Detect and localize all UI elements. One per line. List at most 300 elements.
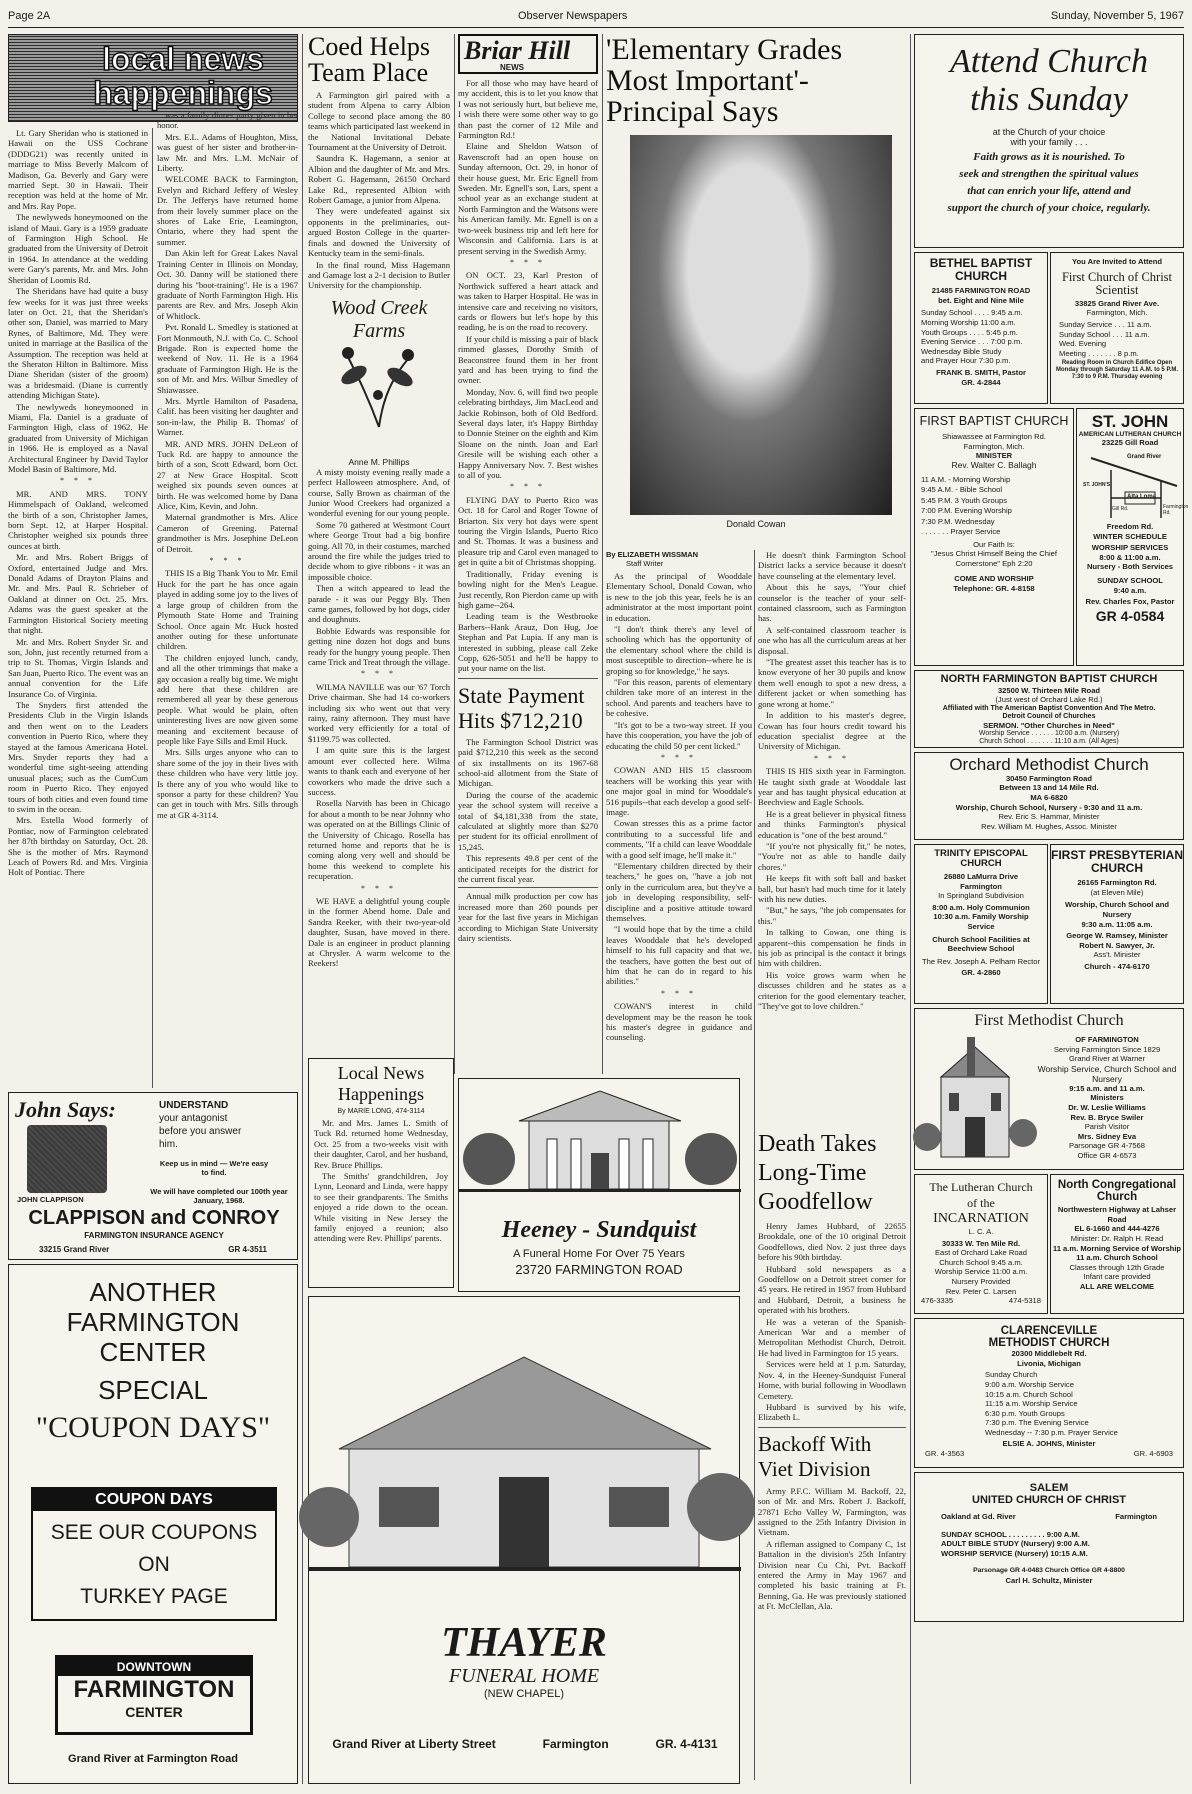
schedule-line: 9:45 A.M. - Bible School	[921, 485, 1003, 494]
schedule-title: WINTER SCHEDULE	[1093, 531, 1167, 541]
paragraph: Dan Akin left for Great Lakes Naval Training Center in Illinois on Monday, Oct. 30. Danny will be stationed there during his "boot-training". He is a 1967 graduate of North Farmington High. His parents are Rev. and Mrs. Joseph Akin of Whitlock.	[157, 248, 298, 321]
schedule-line: Meeting . . . . . . . 8 p.m.	[1059, 348, 1139, 358]
local-news-byline: By MARIE LONG, 474-3114	[337, 1108, 425, 1115]
schedule-line: ADULT BIBLE STUDY (Nursery) 9:00 A.M.	[941, 1539, 1090, 1549]
paragraph: The Snyders first attended the Presidents Club in the Virgin Islands and then went on to the Leaders convention in Puerto Rico, where they stayed at the famous Americana Hotel. Mrs. Snyder reports they had a wonderful time sight-seeing attending unusual places; such as the CumCum room in Puerto Rico. They enjoyed tours of both cities and even found time to swim in the ocean.	[8, 699, 148, 814]
schedule-line: Infant care provided	[1083, 1272, 1151, 1282]
tagline: Keep us in mind — We're easy to find.	[159, 1159, 269, 1177]
church-address: In Springland Subdivision	[938, 891, 1024, 901]
church-subtitle: AMERICAN LUTHERAN CHURCH	[1078, 430, 1182, 438]
schedule-line: 9:40 a.m.	[1113, 585, 1147, 595]
phone: Telephone: GR. 4-8158	[953, 583, 1035, 593]
church-address: Northwestern Highway at Lahser Road	[1057, 1205, 1177, 1224]
page-number: Page 2A	[8, 10, 51, 22]
paragraph: THIS IS a Big Thank You to Mr. Emil Huck for the part he has once again played in adding some joy to the lives of a large group of children from the Plymouth State Home and Training School. Once again Mr. Huck hosted another outing for these unfortunate children.	[157, 568, 298, 652]
agency-address: 33215 Grand River	[39, 1245, 110, 1254]
separator: * * *	[361, 669, 397, 679]
paragraph: Pvt. Ronald L. Smedley is stationed at Fort Monmouth, N.J. with Co. C. School Brigade. Ron is expected home the weekend of Nov. 11. He is a 1964 graduate of Farmington High. He is the son of Mr. and Mrs. Wilbur Smedley of Shiawassee.	[157, 322, 298, 395]
church-address: Farmington	[1115, 1512, 1157, 1522]
portrait-photo	[27, 1125, 107, 1193]
coupon-line: TURKEY PAGE	[80, 1585, 228, 1608]
schedule-line: and Prayer Hour 7:30 p.m.	[921, 356, 1011, 366]
death-headline: Death Takes Long-Time Goodfellow	[758, 1131, 877, 1215]
minister: Mrs. Sidney Eva	[1077, 1131, 1137, 1141]
paragraph: In addition to his master's degree, Cowan has four hours credit toward his education specialist degree at the University of Michigan.	[758, 710, 906, 752]
coupon-line: FARMINGTON	[66, 1307, 240, 1337]
coupon-line: ANOTHER	[89, 1277, 217, 1307]
church-subtitle: OF FARMINGTON	[1075, 1035, 1139, 1044]
schedule-line: 7:00 P.M. Evening Worship	[921, 506, 1012, 515]
coupon-line: CENTER	[99, 1337, 207, 1367]
heeney-address: 23720 FARMINGTON ROAD	[515, 1262, 683, 1277]
paragraph: He is a great believer in physical fitness and thinks Farmington's physical education is "one of the best around."	[758, 808, 906, 840]
map-label: Freedom Rd.	[1106, 521, 1154, 531]
church-name: CLARENCEVILLE METHODIST CHURCH	[988, 1325, 1110, 1350]
faith-quote: "Jesus Christ Himself Being the Chief Cornerstone" Eph 2:20	[931, 549, 1057, 568]
church-address: Farmington, Mich.	[963, 441, 1025, 451]
map-label: ST. JOHN'S	[1083, 481, 1111, 488]
schedule-line: Sunday Church	[985, 1370, 1038, 1380]
church-address: 32500 W. Thirteen Mile Road	[997, 685, 1101, 695]
christ-scientist-ad	[1050, 252, 1184, 404]
agency-phone: GR 4-3511	[228, 1245, 267, 1254]
church-name: North Congregational Church	[1057, 1179, 1177, 1204]
paragraph: COWAN AND HIS 15 classroom teachers will be working this year with one major goal in mind for Wooddale's 516 pupils--that each develop a good self-image.	[606, 765, 752, 817]
briar-hill-sub: NEWS	[500, 63, 524, 72]
paragraph: A rifleman assigned to Company C, 1st Battalion in the division's 25th Infantry Division near Cu Chi, Pvt. Backoff entered the Army in May 1967 and completed his basic training at Ft. Benning, Ga. He was previously stationed at Ft. McClellan, Ala.	[758, 1538, 906, 1612]
attend-text: support the church of your choice, regularly.	[947, 202, 1151, 214]
north-congregational-ad	[1050, 1174, 1184, 1314]
phone: GR. 4-6903	[1133, 1449, 1173, 1459]
separator: * * *	[510, 482, 546, 492]
church-name: ST. JOHN	[1091, 412, 1169, 431]
local-news-column-1	[8, 128, 148, 1088]
schedule-line: 5:45 P.M. 3 Youth Groups	[921, 495, 1007, 505]
coupon-banner: COUPON DAYS	[33, 1489, 275, 1511]
phone: GR. 4-2844	[961, 377, 1001, 387]
paragraph: Cowan stresses this as a prime factor contributing to a successful life and comments, "If a child can leave Wooddale with a good self image, he'll make it."	[606, 818, 752, 860]
phone: Parsonage GR 4-7568	[1069, 1141, 1145, 1151]
st-john-lutheran-ad	[1076, 408, 1189, 666]
phone: GR. 4-2860	[961, 968, 1001, 978]
church-address: 23225 Gill Road	[1101, 438, 1159, 448]
thayer-phone: GR. 4-4131	[655, 1737, 718, 1751]
schedule-line: 11:15 a.m. Worship Service	[985, 1399, 1078, 1409]
paragraph: A misty moisty evening really made a perfect Halloween atmosphere. And, of course, Sally Brown as chairman of the Junior Wood Creekers had organized a wonderful evening for our young people.	[308, 466, 450, 519]
church-address: Between 13 and 14 Mile Rd.	[999, 783, 1099, 793]
paragraph: Hubbard sold newspapers as a Goodfellow on a Detroit street corner for 45 years. He retired in 1957 from Hubbard and Hubbard, Detroit, a business he operated with his brothers.	[758, 1263, 906, 1316]
phone: EL 6-1660 and 444-4276	[1074, 1224, 1160, 1234]
schedule-line: 7:30 p.m. The Evening Service	[985, 1418, 1089, 1428]
paragraph: "I would hope that by the time a child leaves Wooddale that he's developed himself to his full capacity and that we, the teachers, have gotten the best out of him that he can do in regard to his abilities."	[606, 924, 752, 987]
paragraph: ON OCT. 23, Karl Preston of Northwick suffered a heart attack and was taken to Harper Hospital. He was in intensive care and receiving no visitors, cards or flowers but let's hope by this reading, he is on the road to recovery.	[458, 270, 598, 333]
minister: ELSIE A. JOHNS, Minister	[1002, 1439, 1096, 1449]
backoff-headline: Backoff With Viet Division	[758, 1431, 872, 1481]
paragraph: Some 70 gathered at Westmont Court where George Trout had a big bonfire going. All 70, in their costumes, marched around the fire while the judges tried to decide whom to give ribbons - it was an impossible choice.	[308, 519, 451, 582]
minister: Ass't. Minister	[1093, 950, 1141, 960]
schedule-line: Sunday School . . . . 9:45 a.m.	[921, 308, 1023, 318]
paragraph: Traditionally, Friday evening is bowling night for the Men's League. Just recently, Ron Pierdon came up with high game--264.	[458, 568, 598, 610]
faith-label: Our Faith Is:	[973, 539, 1015, 549]
minister: Robert N. Sawyer, Jr.	[1079, 940, 1155, 950]
paragraph: was a family dinner party given in her honor.	[157, 110, 298, 131]
thayer-name: THAYER	[441, 1620, 607, 1666]
paragraph: "But," he says, "the job compensates for this."	[758, 905, 906, 926]
schedule-line: Worship, Church School, Nursery - 9:30 and 11 a.m.	[955, 802, 1143, 812]
state-payment-headline: State Payment Hits $712,210	[458, 682, 585, 733]
map-label: Farmington Rd.	[1163, 503, 1189, 516]
church-address: 21485 FARMINGTON ROAD	[931, 286, 1031, 296]
church-name: INCARNATION	[933, 1211, 1029, 1226]
column-4	[458, 34, 598, 1074]
phone: GR. 4-3563	[925, 1449, 965, 1459]
salem-ucc-ad	[914, 1472, 1184, 1622]
location-map	[1081, 450, 1189, 520]
coupon-days-ad	[8, 1264, 298, 1784]
north-farmington-baptist-ad	[914, 670, 1184, 748]
paragraph: Services were held at 1 p.m. Saturday, Nov. 4, in the Heeney-Sundquist Funeral Home, with burial following in Woodlawn Cemetery.	[758, 1359, 906, 1401]
agent-name: JOHN CLAPPISON	[17, 1195, 84, 1204]
paragraph: Mr. and Mrs. James L. Smith of Tuck Rd. returned home Wednesday, Oct. 25 from a two-weeks visit with their daughter, Carol, and her husband, Rev. Bruce Phillips.	[314, 1118, 448, 1170]
paragraph: In talking to Cowan, one thing is apparent--this compensation he finds in his job as principal is the contact it brings him with children.	[758, 927, 906, 969]
schedule-line: Nursery - Both Services	[1086, 562, 1174, 572]
donald-cowan-photo	[630, 135, 892, 515]
minister: Minister: Dr. Ralph H. Read	[1070, 1233, 1164, 1243]
paragraph: He was a veteran of the Spanish-American War and a member of Metropolitan Methodist Church, Detroit. He had lived in Farmington for 15 years.	[758, 1316, 906, 1358]
schedule-line: Church School 9:45 a.m.	[939, 1257, 1023, 1267]
coupon-line: SPECIAL	[98, 1375, 208, 1405]
paragraph: Monday, Nov. 6, will find two people celebrating birthdays, Jim MacLeod and Jackie Robinson, both of Old Bedford. Several days later, it's Happy Birthday to Donnie Steiner on the eighth and Kim Sloane on the ninth. Joan and Earl Gresile will be wishing each other a Happy Anniversary Nov. 7. Best wishes to all of you.	[458, 386, 598, 481]
paragraph: "Elementary children directed by their teachers," he goes on, "have a job not only in the curriculum area, but they've a job in developing responsibility, self-discipline and a positive attitude toward themselves.	[606, 860, 752, 923]
paragraph: The children enjoyed lunch, candy, and all the other trimmings that make a gay occasion a really big time. We might add here that these children are remembered all year by these generous people. What would be plain, often uninteresting lives are now given some meaning and excitement because of people like Faye Sills and Emil Huck.	[157, 652, 298, 746]
paragraph: The newlyweds honeymooned on the island of Maui. Gary is a 1959 graduate of Farmington High School. He graduated from the University of Detroit in 1964. In attendance at the wedding were Gary's parents, Mr. and Mrs. John Sheridan of Loomis Rd.	[8, 212, 148, 285]
clappison-ad	[8, 1092, 298, 1260]
clarenceville-methodist-ad	[914, 1318, 1184, 1468]
schedule-line: Sunday Service . . . 11 a.m.	[1059, 320, 1152, 330]
schedule-line: SUNDAY SCHOOL	[1097, 575, 1163, 585]
paragraph: A Farmington girl paired with a student from Alpena to carry Albion College to second place among the 80 teams which participated last weekend in the National Invitational Debate Tournament at the University of Detroit.	[308, 90, 450, 153]
schedule-line: 7:30 P.M. Wednesday	[921, 516, 995, 526]
local-news-logo-text: local news happenings	[93, 41, 273, 111]
thayer-city: Farmington	[542, 1737, 609, 1751]
phone: Office GR 4-6573	[1077, 1150, 1137, 1160]
church-address: Farmington, Mich.	[1086, 308, 1148, 318]
map-label: Grand River	[1127, 453, 1162, 460]
church-name: BETHEL BAPTIST CHURCH	[929, 256, 1033, 283]
slogan-line: before you answer	[159, 1126, 242, 1137]
church-name: FIRST PRESBYTERIAN CHURCH	[1051, 848, 1184, 875]
paragraph: This represents 49.8 per cent of the anticipated receipts for the district for the current fiscal year.	[458, 853, 598, 885]
paragraph: THIS IS HIS sixth year in Farmington. He taught sixth grade at Wooddale last year and has taught physical education at Beechview and Eagle Schools.	[758, 766, 906, 808]
attend-text: that can enrich your life, attend and	[967, 185, 1131, 197]
schedule-line: 9:30 a.m. 11:05 a.m.	[1081, 919, 1153, 929]
separator: * * *	[661, 988, 697, 998]
schedule-line: . . . . . . . Prayer Service	[921, 527, 1001, 536]
church-address: 30450 Farmington Road	[1005, 773, 1093, 783]
heeney-tagline: A Funeral Home For Over 75 Years	[513, 1248, 685, 1260]
church-address: 26880 LaMurra Drive	[943, 871, 1019, 881]
briar-hill-title: Briar Hill	[464, 36, 571, 65]
sermon: SERMON. "Other Churches in Need"	[983, 720, 1115, 730]
paragraph: "I don't think there's any level of schooling which has the opportunity of the elementary school where the child is most susceptible to direction--where he is groping so for knowledge," he says.	[606, 624, 752, 676]
attend-text: with your family . . .	[1010, 137, 1088, 147]
church-address: (Just west of Orchard Lake Rd.)	[995, 695, 1103, 705]
church-name: UNITED CHURCH OF CHRIST	[972, 1493, 1126, 1506]
schedule-line: Evening Service . . . 7:00 p.m.	[921, 337, 1023, 347]
elementary-column-2	[758, 550, 906, 1110]
john-says-title: John Says:	[15, 1097, 116, 1122]
slogan-line: UNDERSTAND	[159, 1100, 229, 1111]
schedule-line: 9:15 a.m. and 11 a.m.	[1069, 1083, 1145, 1093]
thayer-address: Grand River at Liberty Street	[332, 1737, 496, 1751]
church-name: NORTH FARMINGTON BAPTIST CHURCH	[940, 673, 1158, 685]
coupon-line: SEE OUR COUPONS	[50, 1521, 258, 1544]
church-address: East of Orchard Lake Road	[934, 1248, 1028, 1258]
church-name: SALEM	[1029, 1482, 1069, 1494]
come-worship: COME AND WORSHIP	[954, 574, 1034, 584]
thayer-chapel: (NEW CHAPEL)	[483, 1688, 565, 1700]
phone: GR 4-0584	[1095, 607, 1165, 624]
logo-line: FARMINGTON	[73, 1676, 235, 1703]
attend-title-2: this Sunday	[970, 81, 1128, 118]
schedule-line: Wednesday Bible Study	[921, 346, 1002, 356]
schedule-line: Service	[967, 921, 995, 931]
paragraph: Then a witch appeared to lead the parade - it was our Peggy Bly. Then came games, followed by hot dogs, cider and doughnuts.	[308, 583, 450, 625]
church-name: First Church of Christ Scientist	[1061, 269, 1173, 297]
pastor: Carl H. Schultz, Minister	[1005, 1576, 1093, 1586]
logo-line: DOWNTOWN	[58, 1658, 250, 1676]
church-name: of the	[967, 1196, 995, 1210]
coupon-line: ON	[138, 1553, 170, 1576]
church-subtitle: L. C. A.	[968, 1227, 994, 1236]
schedule-line: 11 A.M. - Morning Worship	[921, 474, 1011, 484]
first-methodist-ad	[914, 1008, 1184, 1170]
slogan-line: your antagonist	[159, 1113, 228, 1124]
attend-text: Faith grows as it is nourished. To	[973, 151, 1125, 163]
paragraph: Lt. Gary Sheridan who is stationed in Hawaii on the USS Cochrane (DDDG21) was recently united in marriage to Miss Beverly Malcom of Madison, Ga. Beverly and Gary were married Sept. 30 in Hawaii. Their reception was held at the home of Mr. and Mrs. Ray Pope.	[8, 128, 148, 211]
bethel-baptist-ad	[914, 252, 1048, 404]
paragraph: Leading team is the Westbrooke Barbers--Hank Arauz, Don Hug, Joe Stephan and Pat Lupia. If any man is interested in subbing, please call Zeke Copp, 626-5051 and he'll be happy to put your name on the list.	[458, 611, 598, 674]
paragraph: The Smiths' grandchildren, Joy Lynn, Leonard and Linda, were happy to see their grandparents. The Smiths enjoyed a ride down to the ocean. While visiting in New Jersey the family enjoyed a reunion; also attending were Rev. Phillips' parents.	[314, 1171, 448, 1244]
separator: * * *	[60, 476, 96, 486]
agency-subtitle: FARMINGTON INSURANCE AGENCY	[84, 1231, 224, 1240]
schedule-line: 11 a.m. Morning Service of Worship	[1052, 1243, 1182, 1253]
paragraph: He doesn't think Farmington School District lacks a service because it doesn't have counseling at the elementary level.	[758, 550, 906, 581]
church-name: First Methodist Church	[974, 1012, 1124, 1029]
separator: * * *	[510, 257, 546, 267]
attend-text: at the Church of your choice	[992, 127, 1106, 137]
lutheran-incarnation-ad	[914, 1174, 1048, 1314]
paragraph: Army P.F.C. William M. Backoff, 22, son of Mr. and Mrs. Robert J. Backoff, 27871 Echo Valley W, Farmington, was assigned to the 25th Infantry Division in Vietnam.	[758, 1485, 906, 1538]
paragraph: The Farmington School District was paid $712,210 this week as the second of six installments on its 1967-68 school-aid allotment from the State of Michigan.	[458, 736, 598, 789]
paragraph: "It's got to be a two-way street. If you have this cooperation, you have the job of educating the child 50 per cent licked."	[606, 719, 752, 751]
separator: * * *	[361, 883, 397, 893]
church-address: Grand River at Warner	[1068, 1054, 1146, 1064]
schedule-line: 6:30 p.m. Youth Groups	[985, 1408, 1065, 1418]
facilities: Church School Facilities at Beechview School	[932, 934, 1030, 954]
paragraph: During the course of the academic year the school system will receive a total of $4,181,338 from the state, calculated at slightly more than $270 per student for its official enrollment of 15,245.	[458, 789, 598, 852]
separator: * * *	[209, 556, 246, 566]
thayer-sub: FUNERAL HOME	[448, 1665, 600, 1687]
paragraph: They were undefeated against six opponents in the preliminaries, out-argued Boston College in the quarter-finals and downed the University of Kentucky team in the semi-finals.	[308, 206, 450, 259]
separator: * * *	[814, 753, 850, 763]
first-presbyterian-ad	[1050, 844, 1184, 1004]
paragraph: Mrs. Estella Wood formerly of Pontiac, now of Farmington celebrated her 87th birthday on Saturday, Oct. 28. She is the mother of Mrs. Raymond Leach of Powers Rd. and Mrs. Virginia Holt of Pontiac. There	[8, 815, 148, 878]
schedule-line: Classes through 12th Grade	[1069, 1262, 1165, 1272]
phone: 476-3335	[921, 1296, 954, 1306]
local-news-headline: Local News Happenings	[337, 1063, 425, 1104]
wood-creek-title: Wood Creek Farms	[330, 296, 428, 342]
church-name: TRINITY EPISCOPAL CHURCH	[934, 848, 1028, 869]
paragraph: Elaine and Sheldon Watson of Ravenscroft had an open house on Sunday afternoon, Oct. 29, in honor of their house guest, Mr. Eric Egnell from Sweden. Mr. Egnell's son, Lars, spent a school year as an exchange student at North Farmington and the Watsons were his American family. Mr. Egnell is on a two-week business trip and left here for Wisconsin and California. Lars is at present serving in the Swedish Army.	[458, 141, 598, 256]
pastor: Rev. Charles Fox, Pastor	[1085, 597, 1175, 607]
invite: You Are Invited to Attend	[1072, 257, 1162, 266]
minister: Rev. William M. Hughes, Assoc. Minister	[981, 821, 1117, 831]
paragraph: WELCOME BACK to Farmington, Evelyn and Richard Jeffery of Wesley Dr. The Jefferys have returned home from their lovely summer place on the shores of Lake Erie, Leamington, Ontario, where they had spent the summer.	[157, 174, 298, 247]
church-address: Oakland at Gd. River	[941, 1512, 1016, 1522]
paragraph: As the principal of Wooddale Elementary School, Donald Cowan, who is new to the job this year, feels he is an administrator at the most important point in education.	[606, 571, 752, 623]
church-address: Farmington	[960, 881, 1002, 891]
issue-date: Sunday, November 5, 1967	[1050, 10, 1184, 22]
paragraph: "For this reason, parents of elementary children take more of an interest in the school. And parents and teachers have to be cohesive.	[606, 677, 752, 719]
church-address: 33825 Grand River Ave.	[1074, 298, 1160, 308]
ministers-label: Ministers	[1090, 1093, 1124, 1103]
schedule-line: Worship Service . . . . . . 10:00 a.m. (Nursery)	[978, 730, 1120, 738]
phone: Church - 474-6170	[1084, 961, 1150, 971]
schedule-line: WORSHIP SERVICE (Nursery) 10:15 A.M.	[941, 1548, 1088, 1558]
paragraph: WILMA NAVILLE was our '67 Torch Drive chairman. She had 14 co-workers including six who went out that very rainy, rainy afternoon. They must have worked very efficiently for a total of $1199.75 was collected.	[308, 681, 450, 744]
briar-hill-logo	[458, 34, 598, 74]
map-label: Alta Loma	[1127, 493, 1157, 500]
pastor: FRANK B. SMITH, Pastor	[936, 367, 1026, 377]
paragraph: Mrs. E.L. Adams of Houghton, Miss, was guest of her sister and brother-in-law Mr. and Mrs. L.M. McNair of Liberty.	[157, 131, 298, 174]
paragraph: WE HAVE a delightful young couple in the former Abend home. Dale and Sandra Reeker, with their two-year-old daughter, Susan, have moved in there. Dale is an engineer in product planning at Chrysler. A warm welcome to the Reekers!	[308, 895, 450, 969]
reading-room: Reading Room in Church Edifice Open Monday through Saturday 11 A.M. to 5 P.M. 7:30 to 9 P.M. Thursday evening	[1055, 360, 1178, 381]
schedule-line: Youth Groups . . . . 5:45 p.m.	[921, 327, 1018, 337]
heeney-name: Heeney - Sundquist	[501, 1217, 697, 1243]
schedule-line: WORSHIP SERVICES	[1091, 543, 1169, 553]
phone: MA 6-6820	[1030, 793, 1068, 803]
minister: George W. Ramsey, Minister	[1066, 931, 1168, 941]
paragraph: Mrs. Sills urges anyone who can to share some of the joy in their lives with these children who have very little joy. Is there any of you who would like to sponsor a party for these children? You can get in touch with Mrs. Sills through me at GR 4-3114.	[157, 747, 298, 820]
schedule-line: ALL ARE WELCOME	[1079, 1281, 1155, 1291]
schedule-line: Church School . . . . . . . 11:10 a.m. (All Ages)	[979, 738, 1119, 746]
elementary-byline-role: Staff Writer	[626, 559, 664, 568]
attend-text: seek and strengthen the spiritual values	[959, 168, 1139, 180]
church-address: 20300 Middlebelt Rd.	[1011, 1349, 1087, 1359]
minister: Rev. Walter C. Ballagh	[951, 459, 1037, 470]
schedule-line: Worship Service 11:00 a.m.	[934, 1267, 1028, 1277]
church-address: 26165 Farmington Rd.	[1077, 878, 1157, 888]
church-illustration	[921, 1037, 1029, 1165]
elementary-byline: By ELIZABETH WISSMAN	[606, 550, 699, 559]
paper-name: Observer Newspapers	[518, 10, 628, 22]
schedule-line: 10:30 a.m. Family Worship	[933, 912, 1029, 922]
phone: Parsonage GR 4-0483 Church Office GR 4-8800	[973, 1567, 1125, 1575]
church-address: Shiawassee at Farmington Rd.	[942, 432, 1046, 442]
photo-caption: Donald Cowan	[726, 519, 786, 529]
affiliation: Affiliated with The American Baptist Convention And The Metro. Detroit Council of Churches	[942, 704, 1156, 720]
paragraph: If your child is missing a pair of black rimmed glasses, Dorothy Smith of Beaconstree found them in her front yard and has been trying to find the owner.	[458, 333, 598, 386]
paragraph: Rosella Narvith has been in Chicago for about a month to be near Johnny who was operated on at the Billings Clinic of the University of Chicago. Rosella has returned home and reports that he is coming along very well and should be home this weekend to complete his recuperation.	[308, 798, 450, 882]
schedule-line: Nursery Provided	[951, 1276, 1011, 1286]
paragraph: Mr. and Mrs. Robert Snyder Sr. and son, John, just recently returned from a trip to St. Thomas, Virgin Islands and San Juan, Puerto Rico. The event was an annual convention for the Life Insurance Co. of Virginia.	[8, 636, 148, 699]
paragraph: In the final round, Miss Hagemann and Gamage lost a 2-1 decision to Butler University for the championship.	[308, 259, 450, 291]
schedule-line: 9:00 a.m. Worship Service	[985, 1379, 1074, 1389]
paragraph: MR. AND MRS. TONY Himmelspach of Oakland, welcomed the birth of a son, Christopher James, born Sept. 12, at Harper Hospital. Christopher weighed six pounds three ounces at birth.	[8, 488, 148, 551]
paragraph: I am quite sure this is the largest amount ever collected here. Wilma wants to thank each and everyone of her coworkers who made the drive such a success.	[308, 745, 450, 797]
church-name: FIRST BAPTIST CHURCH	[919, 414, 1069, 428]
column-6-lower	[758, 1130, 906, 1785]
church-subtitle: Serving Farmington Since 1829	[1053, 1044, 1161, 1054]
local-news-column-2	[157, 110, 298, 1088]
paragraph: About this he says, "Your chief counselor is the teacher of your self-contained classroom, such as Farmington has.	[758, 582, 906, 624]
schedule-line: Morning Worship 11:00 a.m.	[921, 317, 1016, 327]
elementary-column-1	[606, 550, 752, 1080]
paragraph: Mrs. Myrtle Hamilton of Pasadena, Calif. has been visiting her daughter and son-in-law, the Philip B. Thomas' of Warner.	[157, 395, 298, 438]
paragraph: The Sheridans have had quite a busy few weeks for it was just three weeks later on Oct. 21, that the Sheridan's other son, Daniel, was married to Mary Rynes, of Baltimore, Md. They were united in marriage at the Basilica of the Assumption. The reception was held at the Sheraton Hilton in Baltimore. Miss Diane Sheridan (sister of the groom) was a bridesmaid. (Diane is currently attending Michigan State).	[8, 286, 148, 401]
paragraph: "If you're not physically fit," he notes, "You're not as able to handle daily chores."	[758, 840, 906, 872]
coed-headline: Coed Helps Team Place	[308, 32, 431, 87]
schedule-line: Wednesday -- 7:30 p.m. Prayer Service	[985, 1427, 1118, 1437]
coupon-footer: Grand River at Farmington Road	[68, 1753, 238, 1765]
coupon-headline: "COUPON DAYS"	[35, 1411, 271, 1444]
minister: Parish Visitor	[1084, 1122, 1130, 1132]
orchard-methodist-ad	[914, 752, 1184, 840]
slogan-line: him.	[159, 1139, 178, 1150]
paragraph: Hubbard is survived by his wife, Elizabeth L.	[758, 1401, 906, 1423]
church-address: Livonia, Michigan	[1017, 1358, 1081, 1368]
paragraph: Henry James Hubbard, of 22655 Brookdale, one of the 10 original Detroit Goodfellows, died Nov. 2 just three days before his 90th birthday.	[758, 1221, 906, 1263]
attend-church-header	[914, 34, 1184, 248]
paragraph: A self-contained classroom teacher is one who has all the curriculum areas at her disposal.	[758, 624, 906, 656]
paragraph: Mr. and Mrs. Robert Briggs of Oxford, entertained Judge and Mrs. Donald Adams of Drayton Plains and Mr. and Mrs. Paul R. Schrieber of Oakland at dinner on Oct. 25. Mrs. Adams was the guest speaker at the Farmington Historical Society meeting that night.	[8, 552, 148, 636]
trinity-episcopal-ad	[914, 844, 1048, 1004]
paragraph: "The greatest asset this teacher has is to know everyone of her 30 pupils and know them well enough to spot a new dress, a different jacket or when something has gone wrong at home."	[758, 657, 906, 709]
church-name: Orchard Methodist Church	[949, 755, 1149, 774]
schedule-line: 10:15 a.m. Church School	[985, 1389, 1073, 1399]
centennial-note: We will have completed our 100th year January, 1968.	[150, 1187, 288, 1205]
local-news-happenings-box	[308, 1058, 454, 1288]
paragraph: FLYING DAY to Puerto Rico was Oct. 18 for Carol and Roger Towne of Briarton. Six very hot days were spent touring the Virgin Islands, Puerto Rico and St. Thomas. It was a business and pleasure trip and Carol even managed to get in quite a bit of Christmas shopping.	[458, 494, 598, 568]
pastor: Rev. Peter C. Larsen	[945, 1286, 1017, 1296]
paragraph: Maternal grandmother is Mrs. Alice Cameron of Greening. Paternal grandmother is Mrs. Josephine DeLeon of Detroit.	[157, 512, 298, 554]
minister: Rev. Eric S. Hammar, Minister	[998, 812, 1100, 822]
paragraph: MR. AND MRS. JOHN DeLeon of Tuck Rd. are happy to announce the birth of a son, Scott Edward, born Oct. 27 at New Grace Hospital. Scott weighed six pounds seven ounces at birth. He was welcomed home by Dana Alice, Kim, Kevin, and John.	[157, 438, 298, 512]
schedule-line: Worship, Church School and Nursery	[1064, 900, 1170, 919]
wood-creek-logo	[308, 297, 450, 457]
church-address: (at Eleven Mile)	[1090, 887, 1144, 897]
paragraph: He keeps fit with soft ball and basket ball, but hasn't had much time for it lately with his new duties.	[758, 873, 906, 904]
downtown-logo	[55, 1655, 253, 1735]
schedule-line: Worship Service, Church School and Nursery	[1037, 1063, 1177, 1084]
rector: The Rev. Joseph A. Pelham Rector	[921, 956, 1041, 966]
paragraph: His voice grows warm when he discusses children and he states as a criterion for the good elementary teacher, "They've got to love children."	[758, 969, 906, 1012]
schedule-line: Wed. Evening	[1059, 339, 1107, 349]
column-3	[308, 34, 450, 1054]
phone: 474-5318	[1008, 1296, 1041, 1306]
elementary-headline: 'Elementary Grades Most Important'- Principal Says	[606, 33, 843, 128]
church-address: bet. Eight and Nine Mile	[938, 295, 1024, 305]
agency-name: CLAPPISON and CONROY	[28, 1207, 280, 1229]
schedule-line: SUNDAY SCHOOL . . . . . . . . . 9:00 A.M.	[941, 1529, 1080, 1539]
first-baptist-ad	[914, 408, 1074, 666]
paragraph: Annual milk production per cow has increased more than 260 pounds per year for the last five years in Michigan according to Michigan State University dairy scientists.	[458, 891, 598, 944]
schedule-line: Sunday School . . . 11 a.m.	[1059, 329, 1150, 339]
wood-creek-byline: Anne M. Phillips	[348, 456, 410, 467]
schedule-line: 8:00 & 11:00 a.m.	[1099, 552, 1161, 562]
paragraph: COWAN'S interest in child development may be the reason he took his master's degree in guidance and counseling.	[606, 1001, 752, 1043]
